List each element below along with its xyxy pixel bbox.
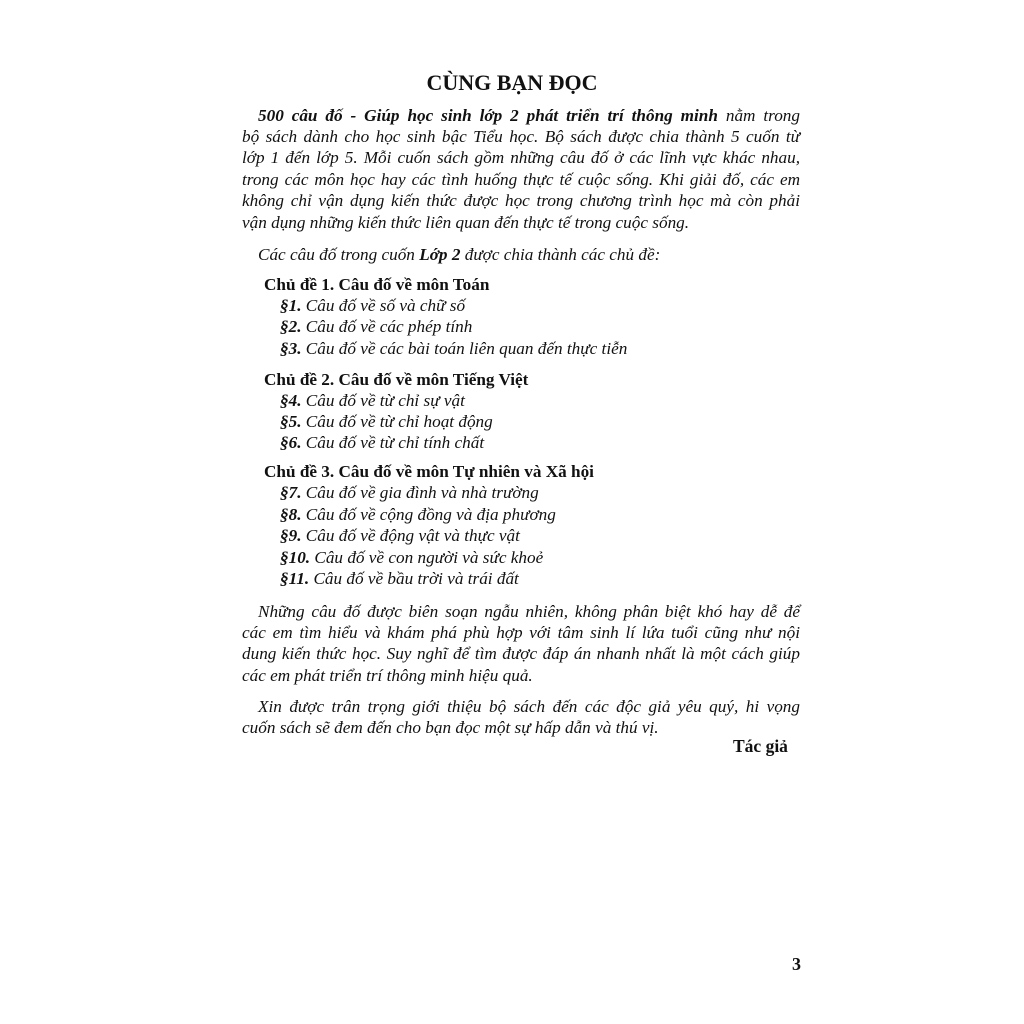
topics-intro-text: Các câu đố trong cuốn [258,245,415,264]
page-title: CÙNG BẠN ĐỌC [426,70,598,95]
paragraph-line: Xin được trân trọng giới thiệu bộ sách đến các độc giả yêu quý, hi vọng [258,697,800,716]
item-text: Câu đố về số và chữ số [305,296,466,315]
item-text: Câu đố về từ chỉ sự vật [305,391,465,410]
item-number: §9. [280,526,302,545]
paragraph-line: các em phát triển trí thông minh hiệu quả. [242,666,533,685]
topic-item [280,505,556,525]
paragraph-line: Những câu đố được biên soạn ngẫu nhiên, không phân biệt khó hay dễ để [258,602,800,621]
item-number: §8. [280,505,302,524]
topic-heading: Chủ đề 2. Câu đố về môn Tiếng Việt [264,370,529,389]
topic-item [280,433,484,453]
topic-item [280,569,519,589]
page-number: 3 [792,954,801,974]
author-signature: Tác giả [733,736,788,756]
topic-item [280,548,543,568]
grade-label: Lớp 2 [419,245,461,264]
intro-line: không chỉ vận dụng kiến thức được học trong chương trình học mà còn phải [242,191,800,210]
item-number: §6. [280,433,302,452]
paragraph-line: dung kiến thức học. Suy nghĩ để tìm được đáp án nhanh nhất là một cách giúp [242,644,800,663]
item-number: §7. [280,483,302,502]
intro-line: lớp 1 đến lớp 5. Mỗi cuốn sách gồm những câu đố ở các lĩnh vực khác nhau, [242,148,800,167]
intro-line: bộ sách dành cho học sinh bậc Tiểu học. Bộ sách được chia thành 5 cuốn từ [242,127,800,146]
item-text: Câu đố về bầu trời và trái đất [313,569,519,588]
topic-heading: Chủ đề 3. Câu đố về môn Tự nhiên và Xã hội [264,462,594,481]
intro-text: nằm trong [725,106,800,125]
topic-item [280,317,472,337]
paragraph-line: các em tìm hiểu và khám phá phù hợp với tâm sinh lí lứa tuổi cũng như nội [242,623,800,642]
topic-item [280,391,465,411]
topic-item [280,483,539,503]
item-text: Câu đố về con người và sức khoẻ [314,548,544,567]
paragraph-line: cuốn sách sẽ đem đến cho bạn đọc một sự hấp dẫn và thú vị. [242,718,659,737]
item-text: Câu đố về cộng đồng và địa phương [305,505,556,524]
item-number: §2. [280,317,302,336]
item-number: §11. [280,569,310,588]
intro-line: trong các môn học hay các tình huống thực tế cuộc sống. Khi giải đố, các em [242,170,800,189]
item-text: Câu đố về động vật và thực vật [305,526,520,545]
item-text: Câu đố về các bài toán liên quan đến thực tiễn [305,339,628,358]
topic-heading: Chủ đề 1. Câu đố về môn Toán [264,275,490,294]
item-number: §1. [280,296,302,315]
intro-line [258,106,800,126]
item-text: Câu đố về gia đình và nhà trường [305,483,539,502]
topics-intro [258,245,800,265]
item-text: Câu đố về từ chỉ hoạt động [305,412,493,431]
item-number: §4. [280,391,302,410]
item-number: §10. [280,548,311,567]
book-title: 500 câu đố - Giúp học sinh lớp 2 phát triển trí thông minh [258,106,718,125]
topics-intro-text: được chia thành các chủ đề: [464,245,661,264]
topic-item [280,412,493,432]
intro-line: vận dụng những kiến thức liên quan đến thực tế trong cuộc sống. [242,213,690,232]
item-text: Câu đố về các phép tính [305,317,473,336]
topic-item [280,526,520,546]
item-number: §3. [280,339,302,358]
topic-item [280,339,627,359]
item-text: Câu đố về từ chỉ tính chất [305,433,485,452]
topic-item [280,296,465,316]
item-number: §5. [280,412,302,431]
